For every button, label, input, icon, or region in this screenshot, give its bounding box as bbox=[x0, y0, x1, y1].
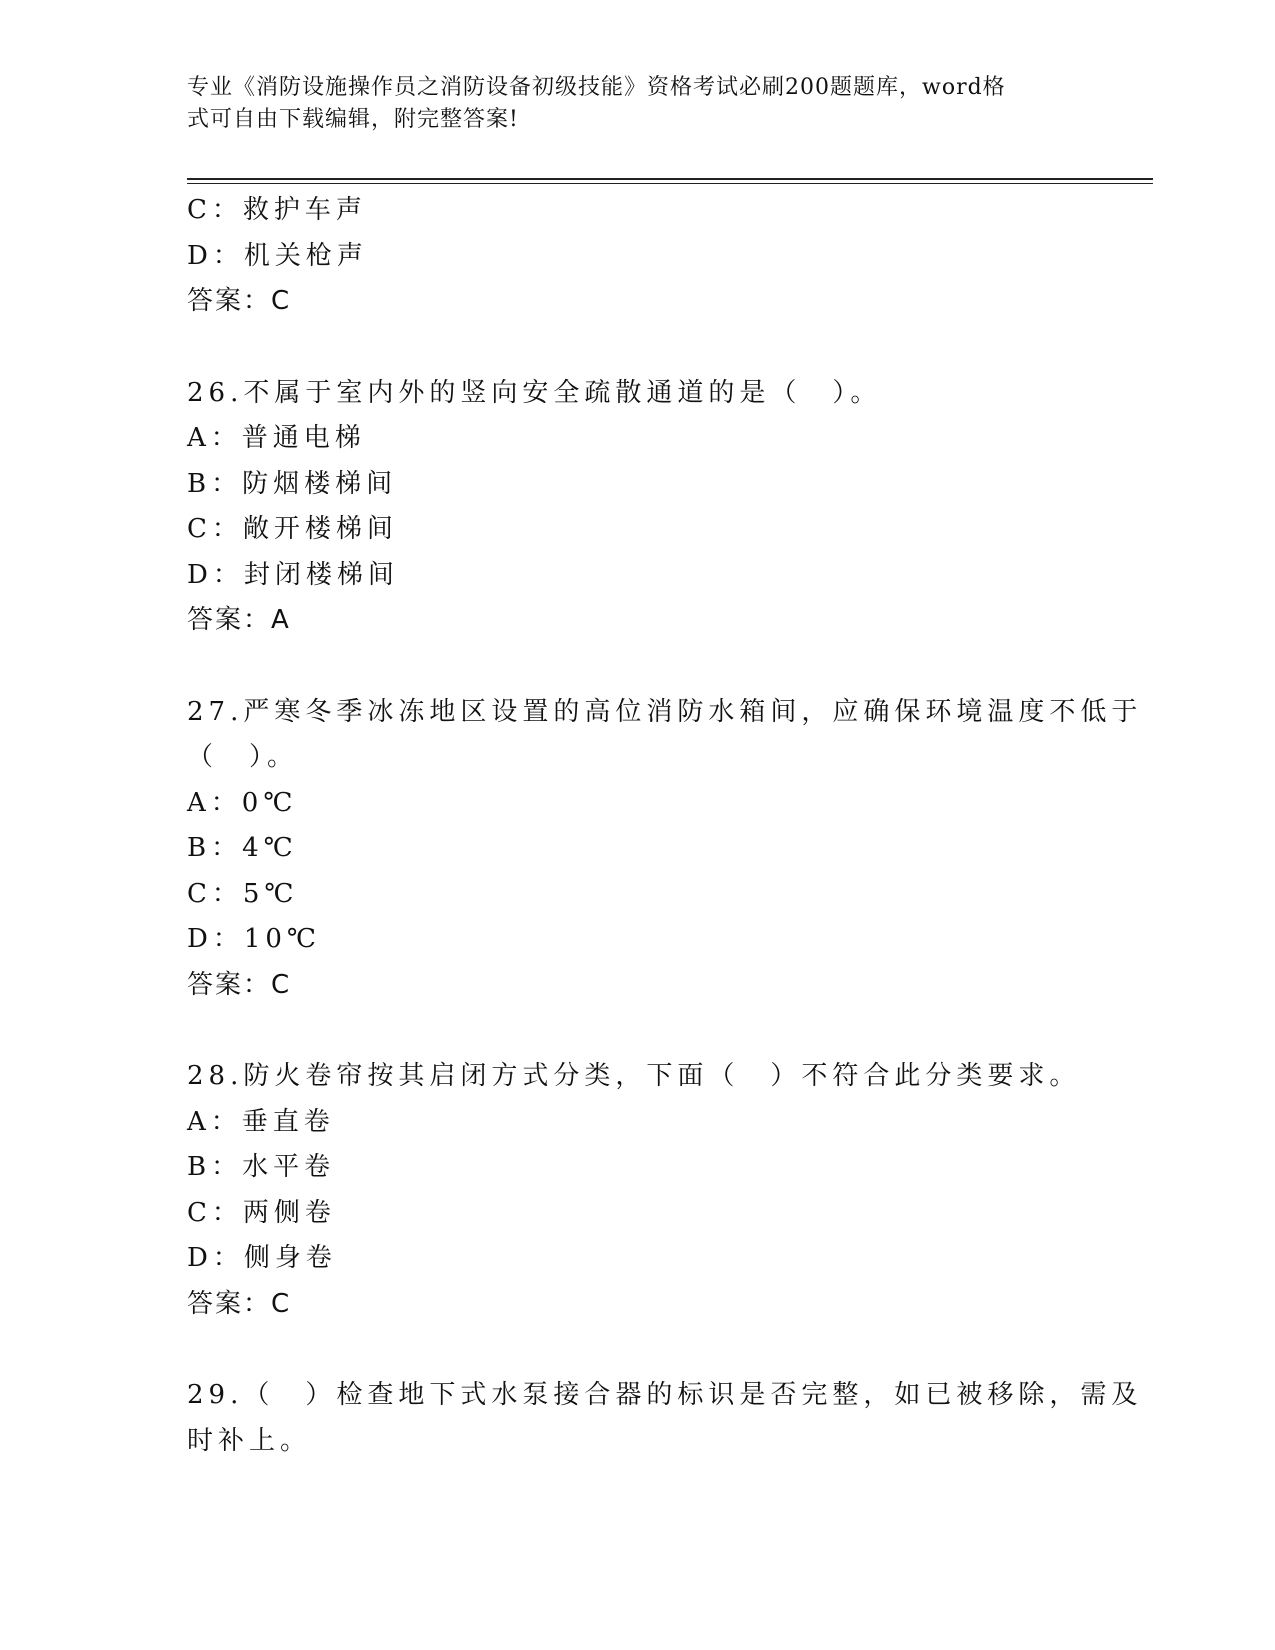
question-item bbox=[187, 1054, 1087, 1327]
option-d: D：10℃ bbox=[187, 924, 322, 954]
option-b: B：水平卷 bbox=[187, 1152, 336, 1182]
answer-line: 答案：C bbox=[187, 286, 292, 316]
question-text: 28.防火卷帘按其启闭方式分类，下面（ ）不符合此分类要求。 bbox=[187, 1061, 1081, 1091]
header-rule-thick bbox=[187, 178, 1153, 180]
option-d: D：侧身卷 bbox=[187, 1243, 337, 1273]
option-c: C：救护车声 bbox=[187, 195, 367, 225]
option-b: B：4℃ bbox=[187, 833, 298, 863]
question-item bbox=[187, 371, 1087, 644]
answer-line: 答案：A bbox=[187, 605, 291, 635]
header-line-2: 式可自由下载编辑，附完整答案! bbox=[187, 107, 519, 132]
question-text-continued: （ ）。 bbox=[187, 742, 299, 772]
question-text: 26.不属于室内外的竖向安全疏散通道的是（ ）。 bbox=[187, 377, 882, 408]
header-rule-thin bbox=[187, 183, 1153, 184]
option-c: C：5℃ bbox=[187, 878, 299, 909]
question-content bbox=[187, 188, 1143, 1464]
answer-line: 答案：C bbox=[187, 969, 292, 1000]
option-d: D：机关枪声 bbox=[187, 240, 368, 271]
option-c: C：敞开楼梯间 bbox=[187, 514, 398, 544]
option-a: A：垂直卷 bbox=[187, 1106, 335, 1137]
option-c: C：两侧卷 bbox=[187, 1197, 336, 1228]
option-a: A：普通电梯 bbox=[187, 423, 366, 453]
question-text: 29.（ ）检查地下式水泵接合器的标识是否完整，如已被移除，需及 bbox=[187, 1380, 1143, 1410]
question-item bbox=[187, 1373, 1143, 1464]
question-text-continued: 时补上。 bbox=[187, 1425, 312, 1456]
header-line-1: 专业《消防设施操作员之消防设备初级技能》资格考试必刷200题题库，word格 bbox=[187, 75, 1006, 100]
question-text: 27.严寒冬季冰冻地区设置的高位消防水箱间，应确保环境温度不低于 bbox=[187, 696, 1143, 727]
option-a: A：0℃ bbox=[187, 787, 298, 818]
document-header bbox=[187, 72, 1067, 136]
option-d: D：封闭楼梯间 bbox=[187, 559, 399, 590]
option-b: B：防烟楼梯间 bbox=[187, 468, 398, 499]
answer-line: 答案：C bbox=[187, 1288, 292, 1319]
question-item bbox=[187, 690, 1143, 1009]
